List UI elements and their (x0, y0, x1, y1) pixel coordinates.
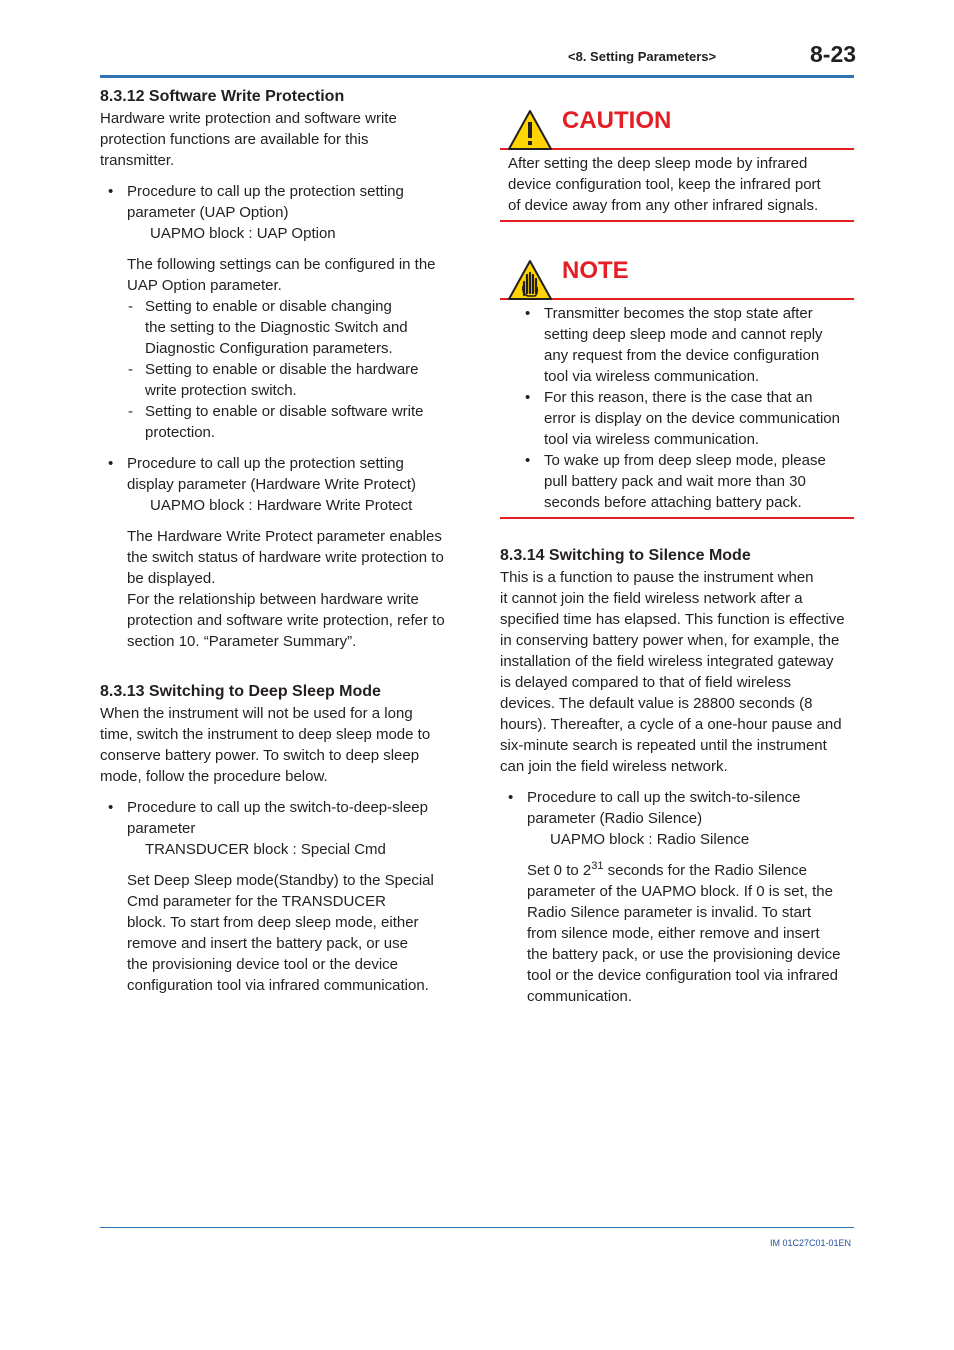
s13-text-4: remove and insert the battery pack, or use (127, 935, 408, 952)
footer-rule (100, 1227, 854, 1228)
s12-bullet-2: • Procedure to call up the protection setting display parameter (Hardware Write Protect) (100, 453, 460, 495)
header-rule (100, 75, 854, 78)
s13-intro-2: time, switch the instrument to deep sleep mode to (100, 726, 431, 743)
s12-dash-item-3: - Setting to enable or disable software write protection. (100, 401, 460, 443)
s12-b2-text-5: protection and software write protection, refer to (127, 612, 445, 629)
s13-text-5: the provisioning device tool or the device (127, 956, 398, 973)
document-code: IM 01C27C01-01EN (770, 1238, 852, 1248)
s14-set-line: Set 0 to $2^{31}$ seconds for the Radio Silence (527, 860, 807, 879)
s12-b2-text-1: The Hardware Write Protect parameter enables (127, 528, 442, 545)
s14-text-5: tool or the device configuration tool via infrared (527, 967, 839, 984)
s13-intro-3: conserve battery power. To switch to deep sleep (100, 747, 420, 764)
s14-text-6: communication. (527, 988, 633, 1005)
s12-intro-1: Hardware write protection and software write (100, 110, 397, 127)
s13-intro-4: mode, follow the procedure below. (100, 768, 328, 785)
s12-bullet-1: • Procedure to call up the protection setting parameter (UAP Option) (100, 181, 460, 223)
s12-block-ref-1: UAPMO block : UAP Option (150, 225, 336, 242)
s12-dash-item-1: - Setting to enable or disable changing the setting to the Diagnostic Switch and Diagnostic Configuration parameters. (100, 296, 460, 359)
s12-b1-text-1: The following settings can be configured in the (127, 256, 436, 273)
s13-text-2: Cmd parameter for the TRANSDUCER (127, 893, 386, 910)
section-heading-8-3-13: 8.3.13 Switching to Deep Sleep Mode (100, 683, 381, 700)
caution-bottom-rule (500, 220, 854, 222)
s12-b2-text-3: be displayed. (127, 570, 216, 587)
right-column (500, 96, 854, 1007)
caution-title: CAUTION (562, 107, 672, 134)
note-item-3: • To wake up from deep sleep mode, please pull battery pack and wait more than 30 seconds before attaching battery pack. (508, 450, 854, 513)
s14-block-ref: UAPMO block : Radio Silence (550, 831, 750, 848)
s12-intro-3: transmitter. (100, 152, 175, 169)
s14-text-3: from silence mode, either remove and insert (527, 925, 820, 942)
s14-intro-5: installation of the field wireless integrated gateway (500, 653, 834, 670)
s13-text-1: Set Deep Sleep mode(Standby) to the Special (127, 872, 434, 889)
note-box (500, 246, 854, 519)
s12-b2-text-2: the switch status of hardware write protection to (127, 549, 444, 566)
s14-intro-8: hours). Thereafter, a cycle of a one-hour pause and (500, 716, 842, 733)
note-bottom-rule (500, 517, 854, 519)
caution-text-3: of device away from any other infrared signals. (508, 197, 819, 214)
caution-box (500, 96, 854, 222)
s12-b1-text-2: UAP Option parameter. (127, 277, 282, 294)
caution-text-1: After setting the deep sleep mode by infrared (508, 155, 808, 172)
s12-intro-2: protection functions are available for this (100, 131, 369, 148)
s14-intro-2: it cannot join the field wireless network after a (500, 590, 803, 607)
section-heading-8-3-12: 8.3.12 Software Write Protection (100, 88, 345, 105)
s13-text-6: configuration tool via infrared communication. (127, 977, 429, 994)
s14-intro-9: six-minute search is repeated until the instrument (500, 737, 827, 754)
s14-intro-1: This is a function to pause the instrument when (500, 569, 814, 586)
s14-text-4: the battery pack, or use the provisioning device (527, 946, 841, 963)
s14-text-1: parameter of the UAPMO block. If 0 is set, the (527, 883, 833, 900)
s12-dash-item-2: - Setting to enable or disable the hardware write protection switch. (100, 359, 460, 401)
s14-text-2: Radio Silence parameter is invalid. To start (527, 904, 812, 921)
caution-text-2: device configuration tool, keep the infrared port (508, 176, 821, 193)
page-number: 8-23 (810, 41, 857, 67)
s13-bullet-1: • Procedure to call up the switch-to-deep-sleep parameter (100, 797, 460, 839)
s12-block-ref-2: UAPMO block : Hardware Write Protect (150, 497, 413, 514)
note-item-2: • For this reason, there is the case that an error is display on the device communication tool via wireless communication. (508, 387, 854, 450)
s12-b2-text-4: For the relationship between hardware write (127, 591, 419, 608)
s14-intro-3: specified time has elapsed. This function is effective (500, 611, 845, 628)
note-item-1: • Transmitter becomes the stop state after setting deep sleep mode and cannot reply any request from the device configuration tool via wireless communication. (508, 303, 854, 387)
left-column (100, 86, 460, 996)
s13-intro-1: When the instrument will not be used for a long (100, 705, 413, 722)
note-title: NOTE (562, 257, 629, 284)
hand-stop-icon (507, 259, 553, 301)
s14-intro-6: is delayed compared to that of field wireless (500, 674, 791, 691)
s14-intro-10: can join the field wireless network. (500, 758, 728, 775)
s12-b2-text-6: section 10. “Parameter Summary”. (127, 633, 357, 650)
s13-block-ref: TRANSDUCER block : Special Cmd (145, 841, 386, 858)
s14-bullet-1: • Procedure to call up the switch-to-silence parameter (Radio Silence) (500, 787, 854, 829)
section-heading-8-3-14: 8.3.14 Switching to Silence Mode (500, 547, 751, 564)
s13-text-3: block. To start from deep sleep mode, either (127, 914, 419, 931)
s14-intro-4: in conserving battery power when, for example, the (500, 632, 840, 649)
warning-triangle-icon (507, 109, 553, 151)
s14-intro-7: devices. The default value is 28800 seconds (8 (500, 695, 813, 712)
running-header-chapter: <8. Setting Parameters> (568, 49, 717, 64)
